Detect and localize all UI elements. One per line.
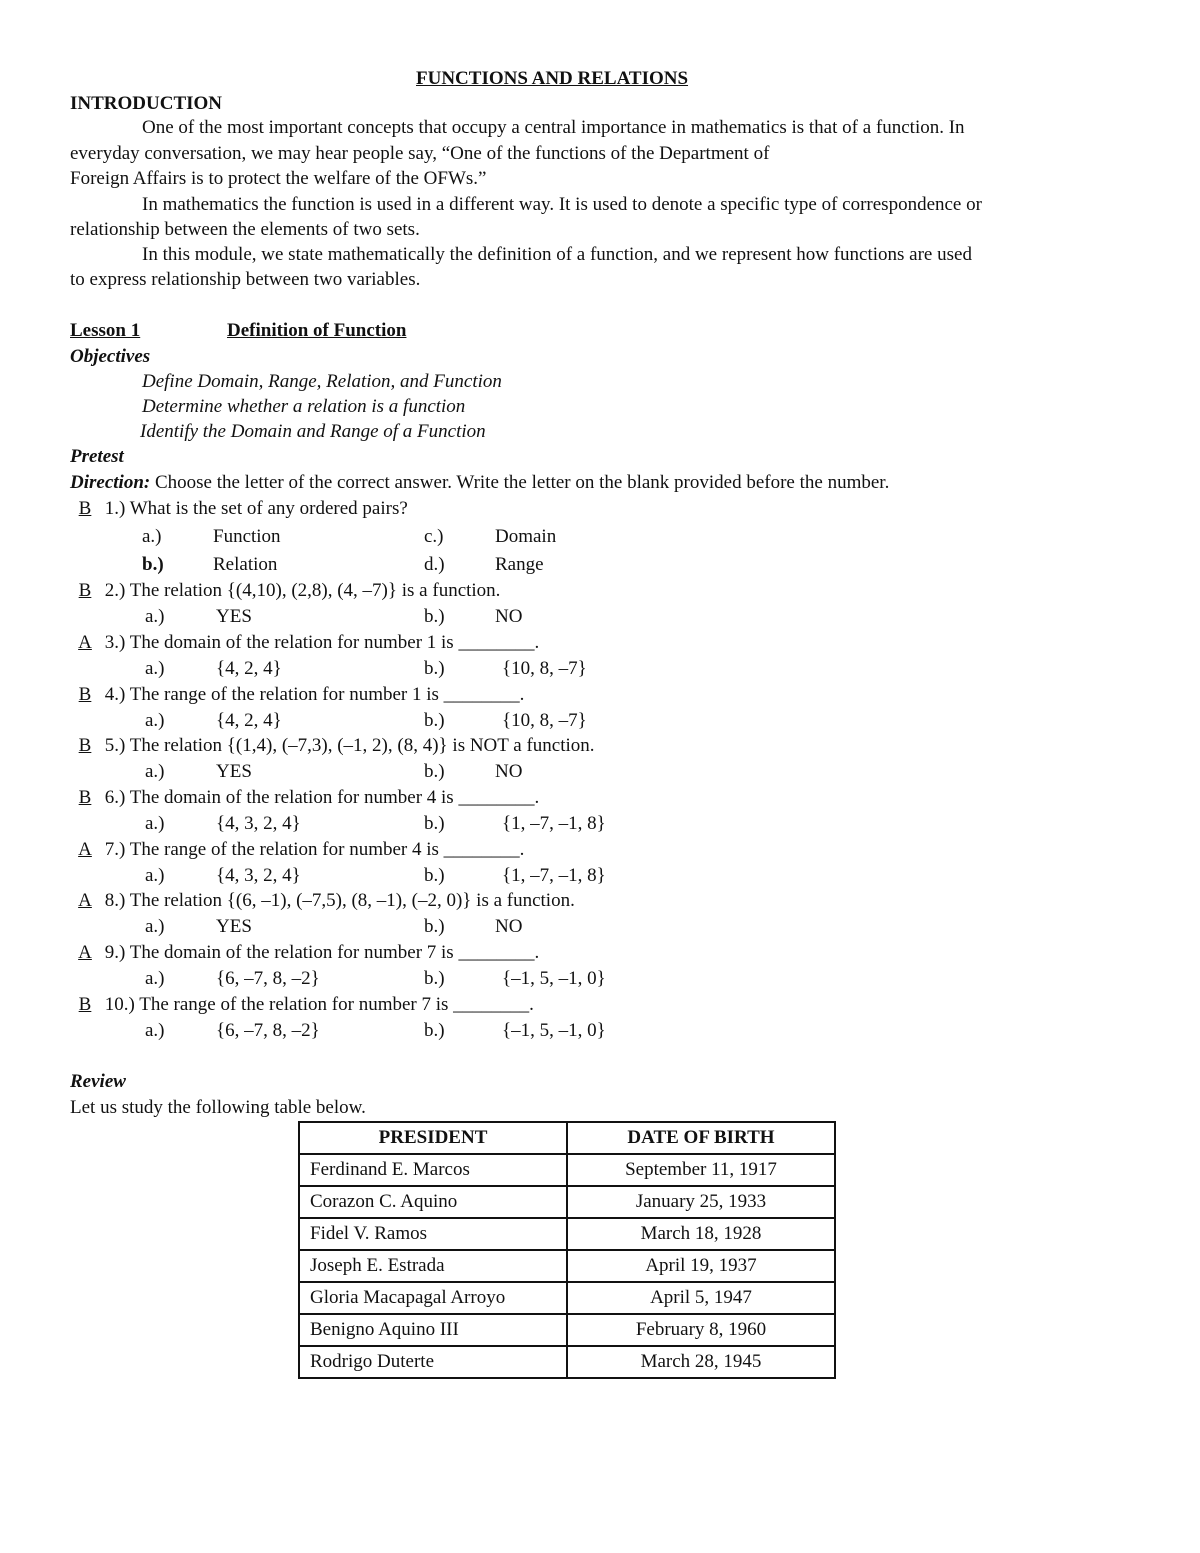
answer-blank: A [78,942,92,963]
answer-blank: B [78,735,92,756]
choice-label: b.) [424,813,445,834]
birth-date: February 8, 1960 [567,1314,835,1346]
lesson-label: Lesson 1 [70,320,141,341]
intro-line: In this module, we state mathematically the definition of a function, and we represent how functions are used [142,244,972,265]
choice-label: b.) [424,658,445,679]
choice-label: b.) [424,1020,445,1041]
choice-label: a.) [145,606,165,627]
president-name: Fidel V. Ramos [299,1218,567,1250]
table-header-row [299,1122,835,1154]
table-row [299,1186,835,1218]
choice-text: {4, 2, 4} [216,710,282,731]
choice-text: {10, 8, –7} [502,658,587,679]
choice-label: a.) [145,916,165,937]
table-row [299,1346,835,1378]
review-text: Let us study the following table below. [70,1097,366,1118]
answer-blank: B [78,684,92,705]
choice-text: {–1, 5, –1, 0} [502,968,606,989]
choice-label: b.) [424,968,445,989]
choice-label: a.) [145,1020,165,1041]
choice-text: Function [213,526,281,547]
table-row [299,1154,835,1186]
intro-heading: INTRODUCTION [70,93,223,114]
choice-label: a.) [145,658,165,679]
choice-label: a.) [145,968,165,989]
pretest-heading: Pretest [70,446,124,467]
choice-label: a.) [145,761,165,782]
question-text: 6.) The domain of the relation for number 4 is ________. [104,787,540,808]
choice-label: b.) [424,916,445,937]
answer-blank: B [78,994,92,1015]
choice-label: b.) [424,710,445,731]
choice-text: NO [495,916,523,937]
choice-text: NO [495,606,523,627]
president-name: Joseph E. Estrada [299,1250,567,1282]
intro-line: relationship between the elements of two sets. [70,219,420,240]
choice-label: b.) [424,761,445,782]
question-text: 2.) The relation {(4,10), (2,8), (4, –7)} is a function. [104,580,501,601]
choice-text: {4, 3, 2, 4} [216,865,301,886]
question-item [70,579,500,603]
objectives-heading: Objectives [70,346,151,367]
lesson-heading [70,319,406,343]
question-text: 7.) The range of the relation for number 4 is ________. [104,839,525,860]
intro-line: Foreign Affairs is to protect the welfare of the OFWs.” [70,168,487,189]
birth-date: March 18, 1928 [567,1218,835,1250]
column-header-president: PRESIDENT [299,1122,567,1154]
choice-label: b.) [424,606,445,627]
choice-label: d.) [424,554,445,575]
answer-blank: A [78,839,92,860]
question-text: 10.) The range of the relation for number 7 is ________. [104,994,534,1015]
birth-date: March 28, 1945 [567,1346,835,1378]
question-text: 1.) What is the set of any ordered pairs? [104,498,408,519]
question-text: 9.) The domain of the relation for number 7 is ________. [104,942,540,963]
objective-item: Define Domain, Range, Relation, and Function [142,371,502,392]
choice-label: a.) [145,710,165,731]
question-text: 8.) The relation {(6, –1), (–7,5), (8, –1), (–2, 0)} is a function. [104,890,575,911]
pretest-direction [70,471,889,495]
direction-label: Direction: [70,472,151,493]
column-header-date-of-birth: DATE OF BIRTH [567,1122,835,1154]
president-name: Ferdinand E. Marcos [299,1154,567,1186]
choice-text: {1, –7, –1, 8} [502,865,606,886]
direction-text: Choose the letter of the correct answer. Write the letter on the blank provided before the number. [150,472,890,493]
presidents-table [298,1121,836,1379]
intro-line: In mathematics the function is used in a different way. It is used to denote a specific type of correspondence or [142,194,982,215]
choice-text: Relation [213,554,278,575]
choice-label: b.) [142,554,164,575]
intro-line: One of the most important concepts that occupy a central importance in mathematics is that of a function. In [142,117,965,138]
choice-text: Range [495,554,544,575]
birth-date: April 19, 1937 [567,1250,835,1282]
president-name: Gloria Macapagal Arroyo [299,1282,567,1314]
choice-text: YES [216,606,252,627]
choice-text: {–1, 5, –1, 0} [502,1020,606,1041]
choice-text: {6, –7, 8, –2} [216,968,320,989]
question-item [70,993,534,1017]
choice-label: c.) [424,526,444,547]
question-text: 3.) The domain of the relation for number 1 is ________. [104,632,540,653]
table-row [299,1314,835,1346]
choice-text: NO [495,761,523,782]
answer-blank: B [78,580,92,601]
page-title: FUNCTIONS AND RELATIONS [416,68,689,89]
birth-date: September 11, 1917 [567,1154,835,1186]
intro-line: everyday conversation, we may hear people say, “One of the functions of the Department of [70,143,770,164]
choice-text: YES [216,916,252,937]
question-item [70,497,408,521]
choice-text: {4, 3, 2, 4} [216,813,301,834]
table-row [299,1282,835,1314]
lesson-name: Definition of Function [227,320,407,341]
choice-label: a.) [142,526,162,547]
objective-item: Determine whether a relation is a function [142,396,466,417]
choice-label: a.) [145,865,165,886]
president-name: Corazon C. Aquino [299,1186,567,1218]
intro-line: to express relationship between two variables. [70,269,421,290]
review-heading: Review [70,1071,126,1092]
answer-blank: B [78,787,92,808]
question-item [70,838,524,862]
president-name: Benigno Aquino III [299,1314,567,1346]
choice-text: {6, –7, 8, –2} [216,1020,320,1041]
answer-blank: A [78,632,92,653]
question-item [70,786,539,810]
question-item [70,941,539,965]
question-text: 5.) The relation {(1,4), (–7,3), (–1, 2), (8, 4)} is NOT a function. [104,735,595,756]
choice-label: a.) [145,813,165,834]
choice-text: {1, –7, –1, 8} [502,813,606,834]
question-item [70,631,539,655]
table-row [299,1218,835,1250]
question-item [70,734,595,758]
question-item [70,683,524,707]
answer-blank: A [78,890,92,911]
choice-text: {10, 8, –7} [502,710,587,731]
choice-label: b.) [424,865,445,886]
table-row [299,1250,835,1282]
choice-text: YES [216,761,252,782]
question-text: 4.) The range of the relation for number 1 is ________. [104,684,525,705]
birth-date: January 25, 1933 [567,1186,835,1218]
choice-text: {4, 2, 4} [216,658,282,679]
president-name: Rodrigo Duterte [299,1346,567,1378]
choice-text: Domain [495,526,557,547]
answer-blank: B [78,498,92,519]
objective-item: Identify the Domain and Range of a Function [140,421,486,442]
question-item [70,889,575,913]
birth-date: April 5, 1947 [567,1282,835,1314]
